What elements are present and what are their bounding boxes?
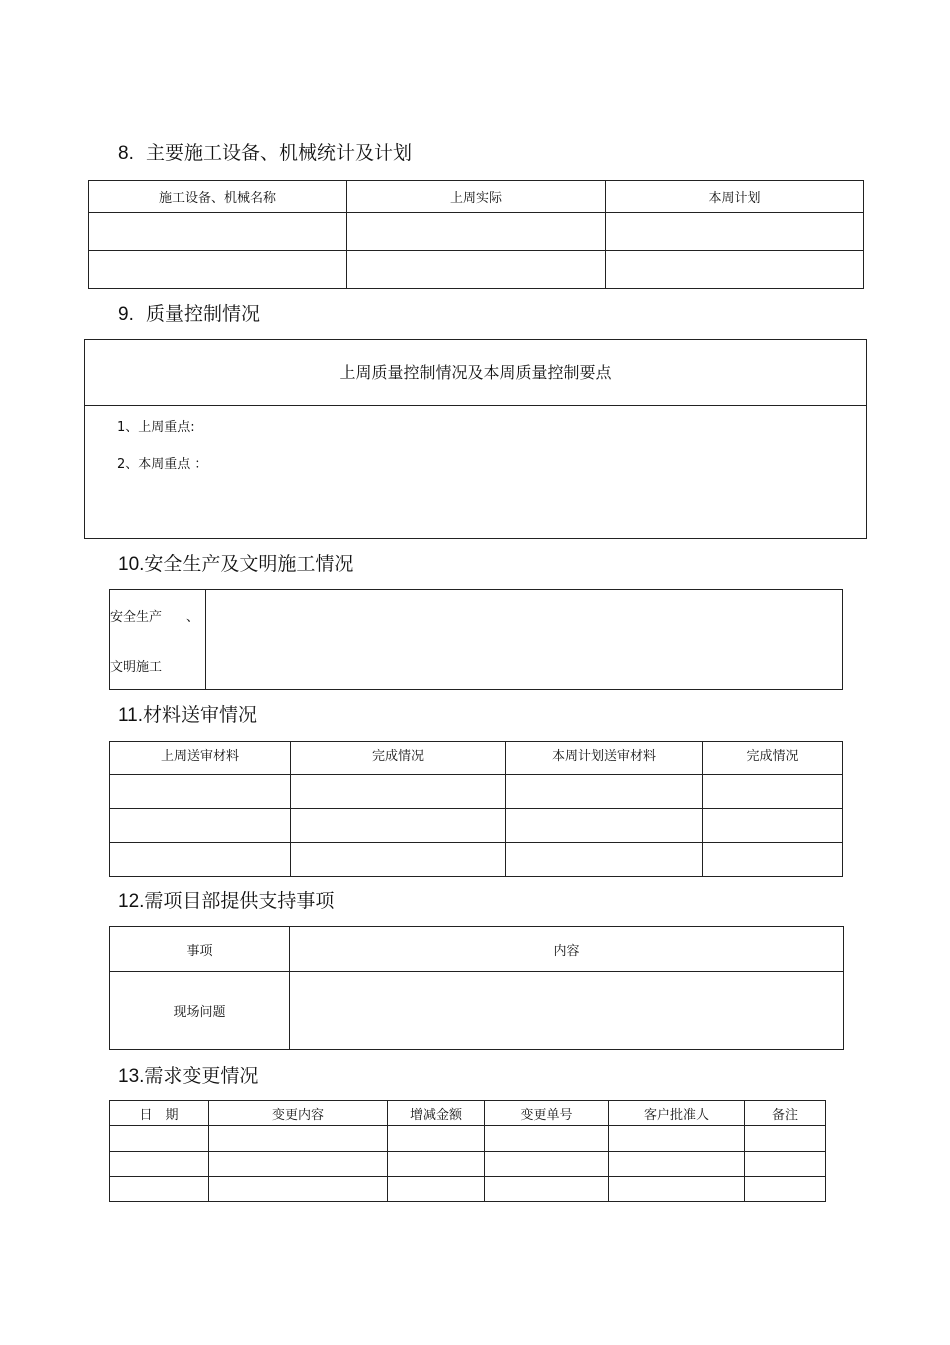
table-cell[interactable] [290, 972, 844, 1050]
materials-table [109, 741, 843, 877]
section-12-title [118, 889, 334, 914]
section-8-number: 8. [118, 143, 134, 164]
support-row-label: 现场问题 [110, 972, 290, 1050]
header-cell: 上周实际 [347, 181, 606, 213]
header-cell: 本周计划 [606, 181, 864, 213]
table-cell[interactable] [609, 1152, 745, 1177]
section-11-title [118, 703, 257, 728]
table-cell[interactable] [110, 843, 291, 877]
header-cell: 事项 [110, 927, 290, 972]
section-9-text: 质量控制情况 [145, 303, 260, 325]
section-13-title [118, 1064, 258, 1089]
table-cell[interactable] [606, 213, 864, 251]
table-row [89, 213, 864, 251]
quality-line-1: 1、上周重点: [117, 420, 195, 435]
table-cell[interactable] [485, 1126, 609, 1152]
table-cell[interactable] [703, 843, 843, 877]
safety-content-cell[interactable] [206, 590, 843, 690]
table-row [110, 809, 843, 843]
header-cell: 上周送审材料 [110, 742, 291, 775]
support-table [109, 926, 844, 1050]
table-cell[interactable] [506, 809, 703, 843]
header-cell: 施工设备、机械名称 [89, 181, 347, 213]
section-9-title [118, 302, 260, 327]
table-cell[interactable] [110, 1126, 209, 1152]
header-cell: 增减金额 [388, 1101, 485, 1126]
table-row [110, 1152, 826, 1177]
table-cell[interactable] [745, 1152, 826, 1177]
table-cell[interactable] [388, 1177, 485, 1202]
table-cell[interactable] [209, 1152, 388, 1177]
safety-label-cell [110, 590, 206, 690]
safety-label-line-2: 文明施工 [110, 660, 163, 675]
header-cell: 客户批准人 [609, 1101, 745, 1126]
section-13-text: 需求变更情况 [144, 1065, 259, 1087]
section-10-number: 10. [118, 554, 145, 575]
header-cell: 日 期 [110, 1101, 209, 1126]
table-cell[interactable] [110, 775, 291, 809]
header-cell: 变更单号 [485, 1101, 609, 1126]
change-request-table [109, 1100, 826, 1202]
table-cell[interactable] [388, 1126, 485, 1152]
table-cell[interactable] [388, 1152, 485, 1177]
header-cell: 完成情况 [703, 742, 843, 775]
table-cell[interactable] [609, 1126, 745, 1152]
table-cell[interactable] [89, 251, 347, 289]
table-cell[interactable] [209, 1126, 388, 1152]
table-cell[interactable] [485, 1177, 609, 1202]
section-10-title [118, 552, 353, 577]
safety-label-line-1: 安全生产 [110, 610, 163, 625]
table-cell[interactable] [745, 1126, 826, 1152]
table-row [89, 251, 864, 289]
table-cell[interactable] [347, 251, 606, 289]
table-cell[interactable] [745, 1177, 826, 1202]
table-cell[interactable] [606, 251, 864, 289]
table-cell[interactable] [347, 213, 606, 251]
quality-line-2: 2、本周重点 ： [117, 457, 208, 472]
header-cell: 备注 [745, 1101, 826, 1126]
table-cell[interactable] [485, 1152, 609, 1177]
table-cell[interactable] [110, 1152, 209, 1177]
table-cell[interactable] [506, 775, 703, 809]
table-cell[interactable] [703, 775, 843, 809]
header-cell: 变更内容 [209, 1101, 388, 1126]
equipment-table [88, 180, 864, 289]
header-cell: 完成情况 [291, 742, 506, 775]
table-cell[interactable] [209, 1177, 388, 1202]
table-cell[interactable] [609, 1177, 745, 1202]
section-8-text: 主要施工设备、机械统计及计划 [145, 142, 412, 164]
section-11-text: 材料送审情况 [143, 704, 258, 726]
header-cell: 本周计划送审材料 [506, 742, 703, 775]
table-cell[interactable] [291, 809, 506, 843]
table-cell[interactable] [703, 809, 843, 843]
table-cell[interactable] [110, 809, 291, 843]
table-row [110, 1126, 826, 1152]
table-cell[interactable] [291, 775, 506, 809]
safety-label-sep: 、 [186, 610, 200, 625]
table-row [110, 1177, 826, 1202]
section-11-number: 11. [118, 705, 144, 726]
table-cell[interactable] [89, 213, 347, 251]
table-cell[interactable] [291, 843, 506, 877]
table-row [110, 972, 844, 1050]
section-12-text: 需项目部提供支持事项 [144, 890, 335, 912]
section-13-number: 13. [118, 1066, 145, 1087]
table-cell[interactable] [110, 1177, 209, 1202]
section-12-number: 12. [118, 891, 145, 912]
section-10-text: 安全生产及文明施工情况 [144, 553, 354, 575]
safety-table [109, 589, 843, 690]
table-row [110, 775, 843, 809]
table-cell[interactable] [506, 843, 703, 877]
quality-box [84, 339, 867, 539]
section-9-number: 9. [118, 304, 134, 325]
quality-box-title: 上周质量控制情况及本周质量控制要点 [85, 340, 866, 406]
table-row [110, 843, 843, 877]
section-8-title [118, 141, 412, 166]
header-cell: 内容 [290, 927, 844, 972]
